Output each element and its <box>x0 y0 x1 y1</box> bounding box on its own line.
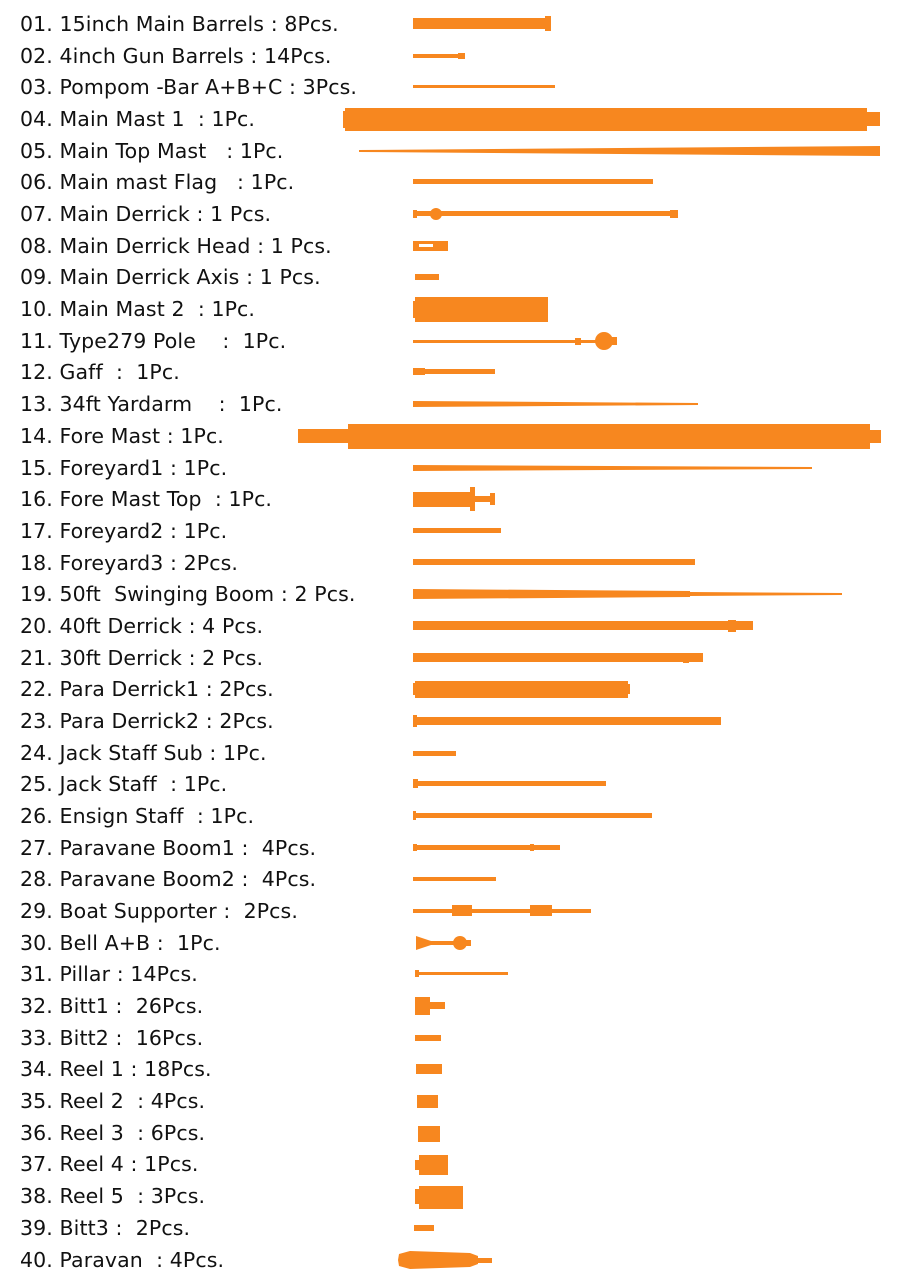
part-row <box>0 103 901 135</box>
part-shape <box>453 936 467 950</box>
part-label: 28. Paravane Boom2 : 4Pcs. <box>20 867 317 892</box>
part-row <box>0 40 901 72</box>
part-shape <box>348 424 870 449</box>
part-row <box>0 515 901 547</box>
part-shape <box>413 369 495 374</box>
part-shape <box>575 338 581 345</box>
part-shape <box>413 301 421 318</box>
part-shape <box>452 905 472 916</box>
part-shape <box>413 368 425 375</box>
part-shape <box>685 591 691 597</box>
part-shape <box>415 297 548 322</box>
part-row <box>0 990 901 1022</box>
part-shape <box>476 1258 492 1263</box>
part-shape <box>690 560 695 564</box>
part-label: 13. 34ft Yardarm : 1Pc. <box>20 392 283 417</box>
part-shape <box>458 53 465 59</box>
part-label: 35. Reel 2 : 4Pcs. <box>20 1089 206 1114</box>
part-shape <box>413 779 418 788</box>
part-label: 21. 30ft Derrick : 2 Pcs. <box>20 645 264 670</box>
part-shape <box>413 781 606 786</box>
part-shape <box>413 621 753 630</box>
part-row <box>0 863 901 895</box>
part-shape <box>417 1095 438 1108</box>
part-row <box>0 642 901 674</box>
part-shape <box>415 1035 441 1041</box>
part-shape <box>413 653 703 662</box>
part-label: 07. Main Derrick : 1 Pcs. <box>20 202 272 227</box>
part-shape <box>866 430 881 443</box>
part-shape <box>466 940 471 946</box>
part-shape <box>418 1126 440 1142</box>
part-shape <box>413 717 721 725</box>
part-label: 23. Para Derrick2 : 2Pcs. <box>20 708 274 733</box>
part-row <box>0 483 901 515</box>
part-shape <box>415 997 430 1015</box>
part-row <box>0 610 901 642</box>
part-shape <box>865 112 880 126</box>
part-shape <box>413 401 698 407</box>
part-label: 19. 50ft Swinging Boom : 2 Pcs. <box>20 582 356 607</box>
part-row <box>0 1085 901 1117</box>
part-shape <box>413 211 678 216</box>
part-label: 06. Main mast Flag : 1Pc. <box>20 170 295 195</box>
part-row <box>0 1148 901 1180</box>
part-label: 29. Boat Supporter : 2Pcs. <box>20 899 298 924</box>
part-label: 30. Bell A+B : 1Pc. <box>20 930 221 955</box>
part-label: 09. Main Derrick Axis : 1 Pcs. <box>20 265 321 290</box>
part-row <box>0 1212 901 1244</box>
part-shape <box>419 244 433 247</box>
part-label: 32. Bitt1 : 26Pcs. <box>20 994 204 1019</box>
part-shape <box>413 845 560 850</box>
part-label: 10. Main Mast 2 : 1Pc. <box>20 297 256 322</box>
part-label: 34. Reel 1 : 18Pcs. <box>20 1057 212 1082</box>
part-label: 40. Paravan : 4Pcs. <box>20 1247 225 1272</box>
part-row <box>0 71 901 103</box>
part-shape <box>620 684 630 694</box>
part-row <box>0 325 901 357</box>
part-row <box>0 768 901 800</box>
part-shape <box>345 108 867 131</box>
part-shape <box>490 493 495 505</box>
part-shape <box>413 179 653 184</box>
part-row <box>0 673 901 705</box>
part-row <box>0 927 901 959</box>
part-shape <box>415 1160 421 1170</box>
part-label: 31. Pillar : 14Pcs. <box>20 962 198 987</box>
part-label: 36. Reel 3 : 6Pcs. <box>20 1120 206 1145</box>
part-shape <box>413 683 421 695</box>
part-label: 22. Para Derrick1 : 2Pcs. <box>20 677 274 702</box>
part-label: 20. 40ft Derrick : 4 Pcs. <box>20 613 264 638</box>
part-row <box>0 1117 901 1149</box>
part-row <box>0 135 901 167</box>
part-shape <box>416 936 431 950</box>
part-shape <box>415 274 439 280</box>
part-shape <box>413 465 812 471</box>
part-shape <box>419 1155 448 1175</box>
part-label: 33. Bitt2 : 16Pcs. <box>20 1025 204 1050</box>
part-shape <box>398 1251 478 1269</box>
part-shape <box>343 111 349 128</box>
part-shape <box>415 972 508 975</box>
part-shape <box>545 16 551 31</box>
part-label: 24. Jack Staff Sub : 1Pc. <box>20 740 267 765</box>
part-shape <box>413 715 417 727</box>
part-label: 15. Foreyard1 : 1Pc. <box>20 455 228 480</box>
part-row <box>0 958 901 990</box>
part-shape <box>413 909 591 913</box>
part-row <box>0 230 901 262</box>
part-row <box>0 356 901 388</box>
part-label: 17. Foreyard2 : 1Pc. <box>20 518 228 543</box>
part-label: 08. Main Derrick Head : 1 Pcs. <box>20 233 332 258</box>
part-shape <box>415 970 419 977</box>
part-row <box>0 578 901 610</box>
part-shape <box>413 559 695 565</box>
part-row <box>0 705 901 737</box>
part-shape <box>413 85 555 88</box>
part-label: 05. Main Top Mast : 1Pc. <box>20 138 284 163</box>
part-row <box>0 388 901 420</box>
part-shape <box>413 844 417 851</box>
part-row <box>0 1244 901 1276</box>
part-shape <box>530 905 552 916</box>
part-shape <box>413 813 652 818</box>
part-shape <box>430 208 442 220</box>
part-shape <box>530 844 534 851</box>
part-label: 39. Bitt3 : 2Pcs. <box>20 1215 191 1240</box>
part-shape <box>415 1189 421 1204</box>
part-label: 18. Foreyard3 : 2Pcs. <box>20 550 239 575</box>
part-shape <box>670 210 678 218</box>
part-row <box>0 800 901 832</box>
part-row <box>0 1180 901 1212</box>
part-shape <box>728 620 736 632</box>
part-shape <box>413 210 417 218</box>
part-row <box>0 547 901 579</box>
part-label: 02. 4inch Gun Barrels : 14Pcs. <box>20 43 332 68</box>
part-row <box>0 420 901 452</box>
part-shape <box>428 1002 445 1009</box>
part-row <box>0 293 901 325</box>
part-label: 26. Ensign Staff : 1Pc. <box>20 804 255 828</box>
part-shape <box>413 589 690 599</box>
part-label: 01. 15inch Main Barrels : 8Pcs. <box>20 12 339 36</box>
part-label: 14. Fore Mast : 1Pc. <box>20 423 224 448</box>
part-shape <box>298 429 350 443</box>
part-label: 16. Fore Mast Top : 1Pc. <box>20 487 273 512</box>
part-shape <box>359 146 880 156</box>
part-label: 25. Jack Staff : 1Pc. <box>20 772 228 797</box>
part-row <box>0 1053 901 1085</box>
part-row <box>0 8 901 40</box>
part-shape <box>415 681 628 698</box>
part-label: 12. Gaff : 1Pc. <box>20 360 180 385</box>
part-row <box>0 1022 901 1054</box>
part-shape <box>413 18 548 29</box>
part-shape <box>683 653 689 663</box>
part-shape <box>413 811 416 820</box>
part-row <box>0 452 901 484</box>
part-shape <box>413 751 456 756</box>
part-row <box>0 737 901 769</box>
part-row <box>0 895 901 927</box>
part-shape <box>413 54 465 58</box>
part-shape <box>413 340 598 343</box>
part-shape <box>419 1186 463 1209</box>
part-row <box>0 261 901 293</box>
part-shape <box>413 528 501 533</box>
part-label: 38. Reel 5 : 3Pcs. <box>20 1184 206 1209</box>
part-shape <box>416 1064 442 1074</box>
part-row <box>0 166 901 198</box>
part-row <box>0 832 901 864</box>
part-shape <box>745 623 753 629</box>
part-label: 03. Pompom -Bar A+B+C : 3Pcs. <box>20 75 358 100</box>
part-shape <box>413 877 496 881</box>
part-label: 37. Reel 4 : 1Pcs. <box>20 1152 199 1177</box>
part-shape <box>413 492 475 507</box>
part-row <box>0 198 901 230</box>
part-shape <box>600 337 617 345</box>
part-label: 11. Type279 Pole : 1Pc. <box>20 328 287 353</box>
part-shape <box>690 592 842 596</box>
part-label: 27. Paravane Boom1 : 4Pcs. <box>20 835 317 860</box>
part-label: 04. Main Mast 1 : 1Pc. <box>20 107 256 132</box>
